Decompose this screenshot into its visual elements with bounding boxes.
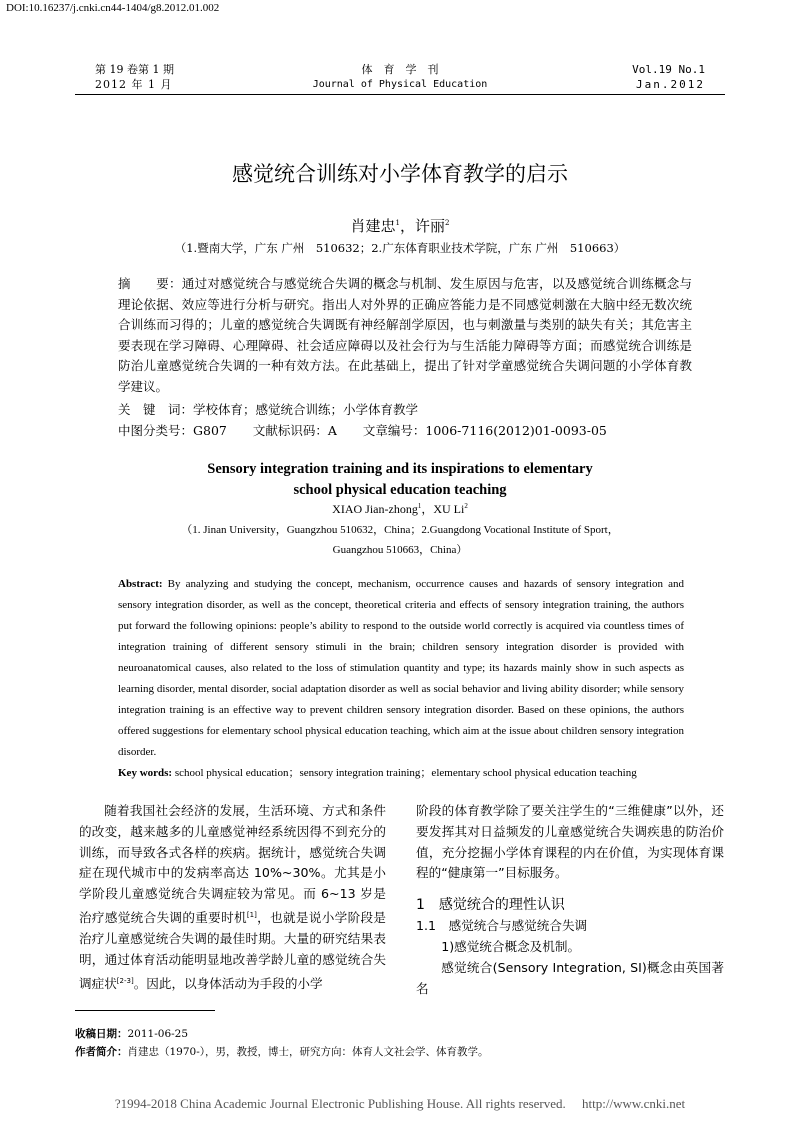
header-issue	[95, 62, 174, 92]
keywords-zh-text: 学校体育；感觉统合训练；小学体育教学	[193, 402, 419, 417]
english-abstract-text: By analyzing and studying the concept, mechanism, occurrence causes and hazards of sensory integration and sensory integration disorder, as well as the concept, theoretical criteria and effects of sensory integration training, the authors put forward the following opinions: people’s ability to respond to the outside world correctly is acquired via countless times of integration training of different sensory stimuli in the brain; children sensory integration disorder is provided with neuroanatomical causes, also related to the loss of stimulation quantity and type; its hazards mainly show in such aspects as learning disorder, mental disorder, social adaptation disorder as well as social behavior and living ability disorder; while sensory integration training is an effective way to prevent children sensory integration disorder. Based on these opinions, the authors offered suggestions for elementary school physical education teaching, which aim at the issue about children sensory integration disorder.	[118, 578, 684, 758]
english-author-2: ，XU Li	[421, 502, 465, 516]
footnote-author	[75, 1044, 489, 1059]
citation-2: [2-3]	[116, 976, 134, 985]
author-1-affil: 1	[395, 219, 400, 227]
received-date: 2011-06-25	[127, 1028, 189, 1040]
footnote-rule	[75, 1010, 215, 1011]
header-month: Jan.2012	[636, 78, 705, 91]
english-author-1-affil: 1	[417, 502, 422, 510]
author-sep: ，	[399, 217, 415, 235]
received-label: 收稿日期：	[75, 1028, 128, 1040]
doc-code: A	[327, 423, 337, 438]
abstract-zh	[118, 274, 692, 397]
article-title: 感觉统合训练对小学体育教学的启示	[232, 162, 568, 186]
english-title-line-2: school physical education teaching	[293, 482, 507, 498]
header-date: 2012 年 1 月	[95, 78, 173, 91]
body-text-1c: 。因此，以身体活动为手段的小学	[133, 975, 323, 991]
english-author-1: XIAO Jian-zhong	[332, 502, 418, 516]
author-2: 许丽	[415, 217, 446, 235]
english-authors	[0, 500, 800, 517]
section-heading-1-1: 1.1 感觉统合与感觉统合失调	[416, 918, 588, 934]
keywords-zh-label: 关 键 词：	[118, 402, 194, 417]
header-journal-en: Journal of Physical Education	[312, 79, 488, 90]
body-text-1b: ，也就是说小学阶段是治疗儿童感觉统合失调的最佳时期。大量的研究结果表明，通过体育活动能明显地改善学龄儿童的感觉统合失调症状	[79, 910, 387, 991]
copyright-notice: ?1994-2018 China Academic Journal Electronic Publishing House. All rights reserved. http://www.cnki.net	[114, 1096, 686, 1111]
affiliation: （1.暨南大学，广东 广州 510632；2.广东体育职业技术学院，广东 广州 510663）	[174, 241, 626, 255]
author-line	[0, 215, 800, 236]
header-journal	[300, 62, 500, 92]
clc-code: G807	[193, 423, 227, 438]
abstract-zh-text: 通过对感觉统合与感觉统合失调的概念与机制、发生原因与危害，以及感觉统合训练概念与理论依据、效应等进行分析与研究。指出人对外界的正确应答能力是不同感觉刺激在大脑中经无数次统合训练而习得的；儿童的感觉统合失调既有神经解剖学原因，也与刺激量与类别的缺失有关；其危害主要表现在学习障碍、心理障碍、社会适应障碍以及社会行为与生活能力障碍等方面；而感觉统合训练是防治儿童感觉统合失调的一种有效方法。在此基础上，提出了针对学童感觉统合失调问题的小学体育教学建议。	[118, 276, 692, 394]
author-bio-label: 作者简介：	[75, 1046, 128, 1058]
english-keywords-label: Key words:	[118, 767, 173, 779]
english-abstract-label: Abstract:	[118, 578, 163, 590]
english-keywords	[118, 764, 708, 780]
clc-label: 中图分类号：	[118, 423, 194, 438]
doc-code-label: 文献标识码：	[252, 423, 328, 438]
doi-line: DOI:10.16237/j.cnki.cn44-1404/g8.2012.01.002	[6, 2, 220, 14]
header-volume: 第 19 卷第 1 期	[95, 63, 174, 76]
body-text-1a: 随着我国社会经济的发展，生活环境、方式和条件的改变，越来越多的儿童感觉神经系统因得不到充分的训练，而导致各式各样的疾病。据统计，感觉统合失调症在现代城市中的发病率高达 10%~30%。尤其是小学阶段儿童感觉统合失调症较为常见。而 6~13 岁是治疗感觉统合失调的重要时机	[79, 803, 386, 926]
section-heading-1: 1 感觉统合的理性认识	[416, 897, 565, 914]
author-1: 肖建忠	[350, 217, 396, 235]
english-abstract	[118, 574, 684, 763]
keywords-zh	[118, 400, 692, 421]
header-volume-en	[600, 62, 705, 92]
body-column-left	[79, 801, 386, 995]
header-vol-no: Vol.19 No.1	[632, 63, 705, 76]
author-bio: 肖建忠（1970-），男，教授，博士，研究方向：体育人文社会学、体育教学。	[127, 1046, 489, 1058]
footnote-received	[75, 1026, 188, 1041]
subsection-heading: 1)感觉统合概念及机制。	[441, 938, 581, 954]
body-paragraph-2: 阶段的体育教学除了要关注学生的“三维健康”以外，还要发挥其对日益频发的儿童感觉统合失调疾患的防治价值，充分挖掘小学体育课程的内在价值，为实现体育课程的“健康第一”目标服务。	[416, 803, 724, 881]
body-paragraph-1	[79, 801, 386, 995]
abstract-zh-label: 摘 要：	[118, 276, 182, 291]
english-author-2-affil: 2	[464, 502, 468, 510]
classification-line	[118, 421, 692, 442]
english-title-line-1: Sensory integration training and its inspirations to elementary	[207, 461, 593, 477]
citation-1: [1]	[246, 910, 257, 919]
body-paragraph-3: 感觉统合(Sensory Integration, SI)概念由英国著名	[416, 959, 724, 996]
author-2-affil: 2	[445, 219, 450, 227]
header-journal-zh: 体 育 学 刊	[361, 63, 439, 76]
english-keywords-text: school physical education；sensory integration training；elementary school physical education teaching	[172, 767, 637, 779]
body-column-right	[416, 801, 724, 999]
header-rule	[75, 94, 725, 95]
english-affil-1: （1. Jinan University，Guangzhou 510632，China；2.Guangdong Vocational Institute of Sport，	[181, 524, 619, 536]
english-affil-2: Guangzhou 510663，China）	[332, 544, 468, 556]
article-no-label: 文章编号：	[362, 423, 426, 438]
english-title	[0, 459, 800, 501]
article-no: 1006-7116(2012)01-0093-05	[425, 423, 607, 438]
